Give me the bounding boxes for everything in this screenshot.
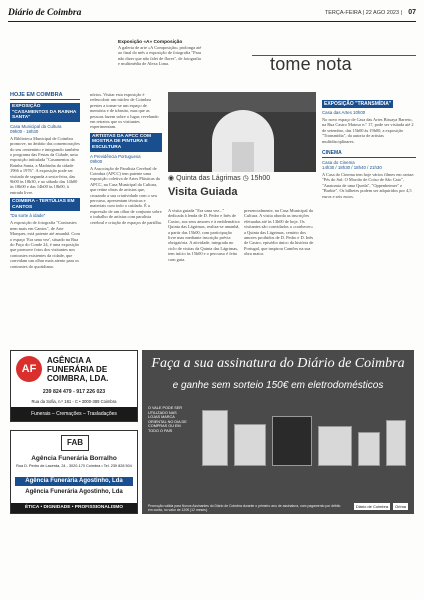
masthead [8,8,416,22]
agency-name-secondary: Agência Funerária Agostinho, Lda [25,489,123,495]
article-body: A visita guiada "Era uma vez..." dedicada à lenda de D. Pedro e Inês de Castro, aos seus amores e à emblemática Quinta das Lágrimas, realiza-se amanhã, a partir das 15h00, com participação livre mas mediante inscrição prévia obrigatória. A atividade, integrada no ciclo de visitas da Quinta das Lágrimas, tem início às 15h00 e o percurso é feito com guia. [168,208,240,262]
event-body: A Casa do Cinema tem hoje vários filmes em cartaz: "Pés do Sul: O Morrão de Coiso de São Caio", "Anatomia de uma Queda", "Oppenheimer" e "Barbie". Os bilhetes podem ser adquiridos por 4,5 euros e seis euros. [322,172,415,199]
event-location [322,110,416,115]
column-header: HOJE EM COIMBRA [10,92,80,100]
intro-note [118,40,202,67]
kicker-place: Quinta das Lágrimas [176,175,241,182]
masthead-logo: Diário de Coimbra [8,8,82,18]
event-tag: EXPOSIÇÃO "TRANSMÍDIA" [324,101,392,107]
trees-shape [168,92,316,112]
agency-badge: FAB [61,435,89,451]
garden-photo [168,92,316,172]
pin-icon: ◉ [168,175,175,182]
event-body: A exposição de fotografia "Contrastes nem mais em Cantos", de Arte Marques, está patente até amanhã. Com o espaço 'Era uma vez', situado na Rua do Paço do Conde 24, é uma exposição que promove fotos dos visitantes nos contrastes existentes da cidade, que convidam um olhar mais atento para os contrastes do quotidiano. [10,220,80,269]
page-number: 07 [408,9,416,16]
tv-icon [272,416,312,466]
intro-text: A galeria de arte «A Composição» prolonga até ao final do mês a exposição de fotografia "Para não dizer que não falei de flores", de fotografia e multimédia de Alexa Lima. [118,45,202,67]
location-label: Casa Municipal da Cultura [10,123,62,129]
photo-kicker [168,174,316,182]
event-time: 10h00 [353,110,366,115]
location-label: Casa das Artes [322,110,352,115]
middle-column [90,92,162,225]
event-location [322,160,416,170]
washing-machine-icon [234,424,266,466]
microwave-icon [358,432,380,466]
path-shape [232,142,254,172]
agency-logo: AF [16,356,42,382]
event-time: 09h00 [90,158,103,164]
event-tag: EXPOSIÇÃO "CASAMENTOS DA RAINHA SANTA" [10,103,80,122]
article-body: nórios. Visitar esta exposição é redescobrir um núcleo de Coimbra prestes a tornar-se um espaço de memória e de trânsito, mas que as pessoas fazem sobre o lugar, revelando em retratos que os visitantes experimentam. [90,92,159,130]
ad-logos [354,503,408,510]
vacuum-icon [386,420,406,466]
agency-name: AGÊNCIA A FUNERÁRIA DE COIMBRA, LDA. [47,356,109,383]
left-column [10,92,80,269]
location-label: Casa do Cinema [322,160,355,166]
photo-title: Visita Guiada [168,186,238,198]
agency-phone: 239 824 479 - 917 226 023 [42,389,106,395]
right-column [322,92,416,199]
event-body: No novo espaço de Casa das Artes Bissaya Barreto, na Rua Castro Matoso n.º 17, pode ser visitada até 2 de setembro, das 15h00 às 19h00, a exposição "Transmídia", da autoria de artistas multidisciplinares. [322,117,414,144]
agency-slogan: ÉTICA • DIGNIDADE • PROFISSIONALISMO [11,503,137,513]
agency-address: Rua D. Pedro de Lacerda, 24 - 3020-170 Coimbra • Tel. 239 828 504 [16,464,132,468]
ad-fine-print: Promoção válida para Novos Assinantes do Diário de Coimbra durante o primeiro ano de assinatura, com pagamento por débito em conta, no valor de 120€ (12 meses). [148,503,341,512]
event-location [90,154,162,164]
agency-name: Agência Funerária Borralho [31,455,117,462]
event-tag: ARTISTAS DA APCC COM MOSTRA DE PINTURA E ESCULTURA [90,133,162,152]
section-header [252,55,416,77]
agency-phone: Agência Funerária Agostinho, Lda [15,477,133,486]
clock-icon: ◷ [242,175,249,182]
section-title: tome nota [270,54,352,74]
event-tag: CINEMA [322,150,416,158]
masthead-date: TERÇA-FEIRA | 22 AGO 2023 | [324,10,402,16]
agency-services: Funerais – Cremações – Trasladações [11,407,137,421]
event-time: 14h30 / 18h30 / 18h40 / 21h30 [322,165,382,171]
intro-title: Exposição «A» Composição [118,40,183,45]
event-location: "Da sorte à idade" [10,213,46,219]
subscription-ad [142,350,414,514]
event-body: A Biblioteca Municipal de Coimbra promove, no âmbito das comemorações do seu centenário e integrando também o programa das Festas da Cidade, uma exposição intitulada "Casamentos da Rainha Santa, a Madrinha da cidade 1966 a 1976". A exposição pode ser visitada de segunda a sexta-feira, das 9h00 às 18h30, e ao sábado das 14h00 às 18h00 e das 14h00 às 18h00, à entrada livre. [10,135,80,195]
partner-logo: Orima [395,504,406,509]
kicker-time: 15h00 [250,175,271,182]
oven-icon [318,426,352,466]
ad-title: Faça a sua assinatura do Diário de Coimbra [151,356,405,371]
location-label: A Previdência Portuguesa [90,153,141,159]
funeral-agency-ad [10,350,138,422]
event-time: 09h00 - 18h30 [10,128,39,134]
fridge-icon [202,410,228,466]
event-tag: COIMBRA - TERTÚLIAS EM CANTOS [10,198,80,211]
article-body: presencialmente, na Casa Municipal da Cultura. A visita aborda as inscrições efetuadas até às 13h00 de hoje. Os visitantes são convidados a «conhecer» a Quinta das Lágrimas, cenário dos amores proibidos de D. Pedro e D. Inês de Castro, episódio único da história de Portugal, que inspirou Camões na sua obra maior. [244,208,314,257]
article-body: A Associação de Paralisia Cerebral de Coimbra (APCC) tem patente uma exposição coletiva de Artes Plásticas da APCC, na Casa Municipal da Cultura, que reúne obras de artistas que, cruzando a sua criatividade com o seu percurso, apresentam técnicas e materiais com todo o cuidado. É a expressão de um olhar de conjunto sobre o trabalho de artistas com paralisia cerebral e criação de espaços de partilha. [90,165,162,225]
agency-address: Rua da Sofia, n.º 181 - C • 3000-389 Coimbra [31,399,117,404]
event-location [10,124,80,134]
ad-subtitle: e ganhe sem sorteio 150€ em eletrodomésticos [172,380,384,391]
visita-body [168,208,316,262]
ad-blurb: O VALE PODE SER UTILIZADO NAS LOJAS MARCA ORIENTAL NO DIA DE COMPRAS OU EM TODO O PAÍS [148,406,187,433]
borralho-ad [10,430,138,514]
newspaper-logo: Diário de Coimbra [355,504,389,509]
